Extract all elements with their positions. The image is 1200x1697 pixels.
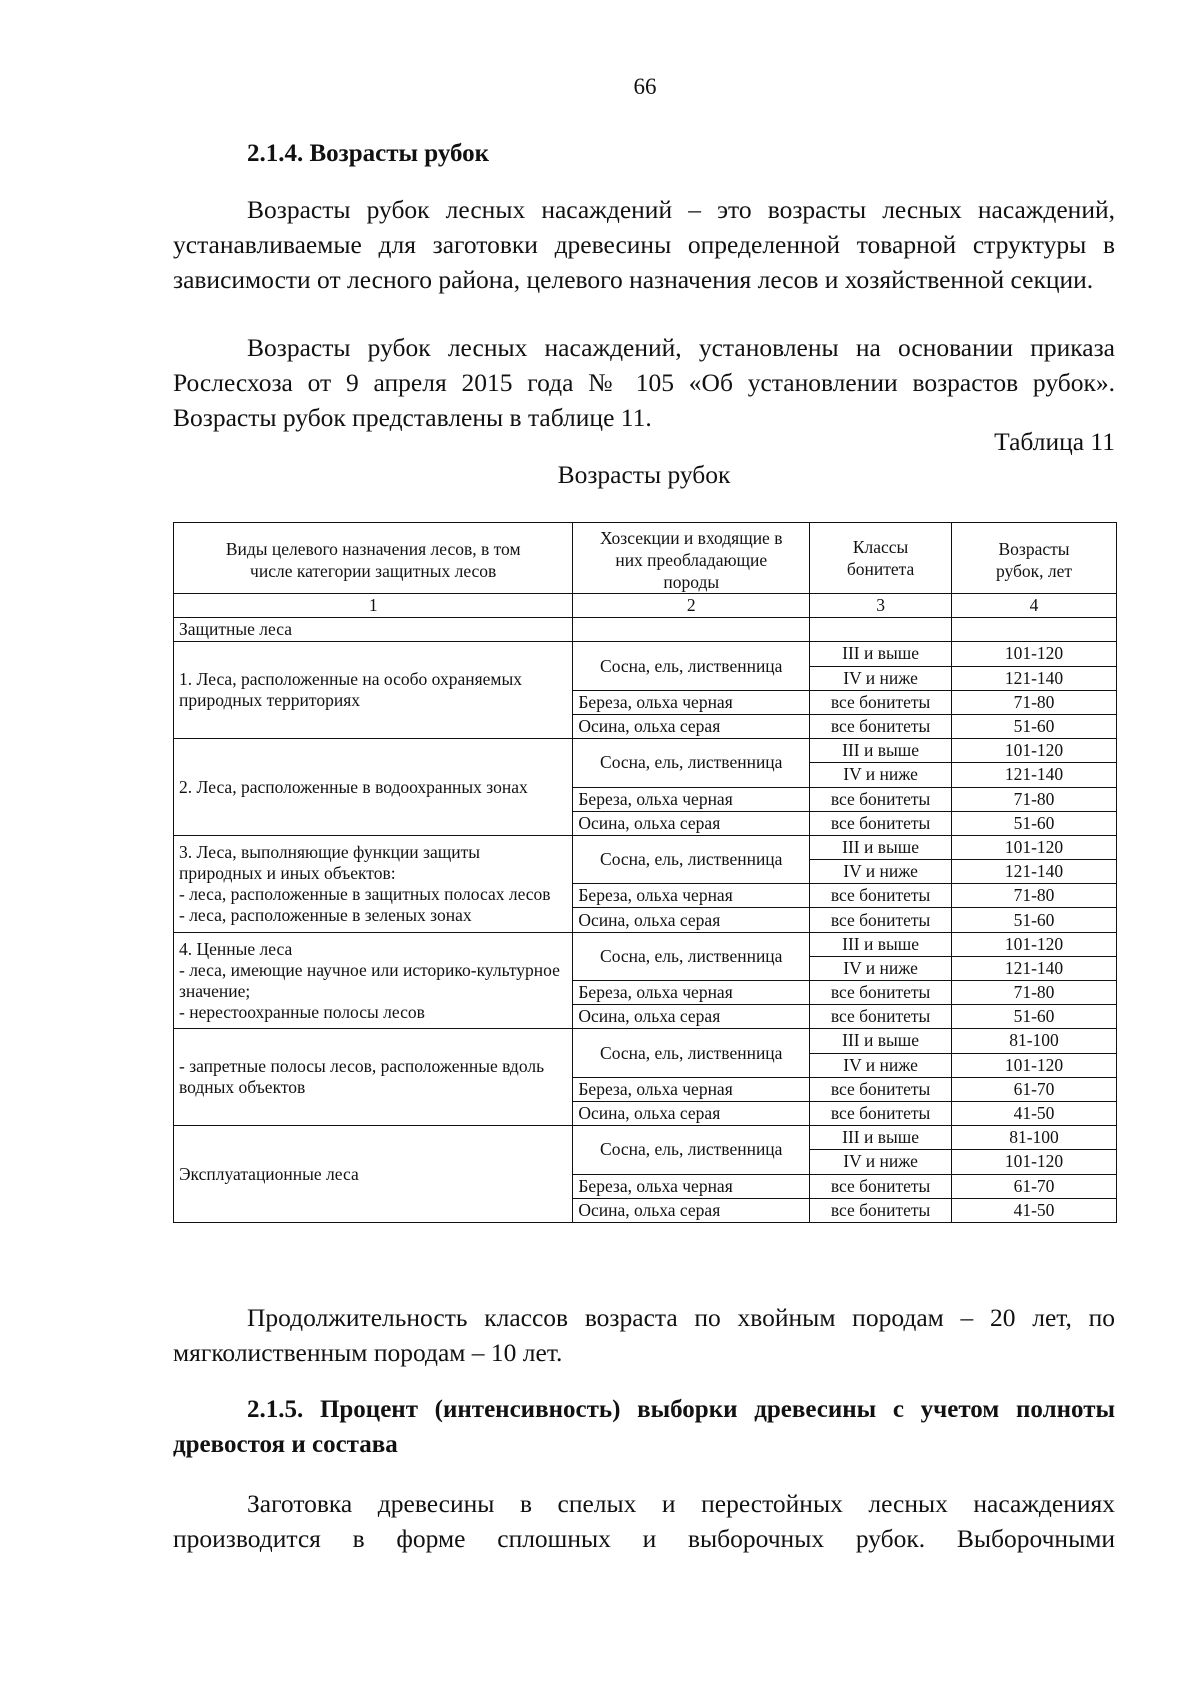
table-column-numbers	[174, 594, 1117, 618]
forest-category-cell	[174, 932, 573, 1029]
species-cell: Сосна, ель, лиственница	[573, 642, 810, 690]
cutting-age-cell: 101-120	[952, 739, 1117, 763]
table-label-block	[173, 427, 1115, 457]
bonitet-cell: IV и ниже	[810, 956, 952, 980]
cutting-age-cell: 121-140	[952, 666, 1117, 690]
species-cell: Осина, ольха серая	[573, 714, 810, 738]
forest-category-cell	[174, 642, 573, 739]
species-cell: Береза, ольха черная	[573, 690, 810, 714]
table-title-block	[173, 460, 1115, 490]
forest-category-cell	[174, 835, 573, 932]
table-row	[174, 739, 1117, 763]
bonitet-cell: все бонитеты	[810, 787, 952, 811]
section-heading-2: 2.1.5. Процент (интенсивность) выборки древесины с учетом полноты древостоя и состава	[173, 1396, 1115, 1458]
cutting-age-cell: 71-80	[952, 787, 1117, 811]
intro-paragraph-2-block	[173, 330, 1115, 435]
forest-category-line: 2. Леса, расположенные в водоохранных зонах	[179, 776, 528, 797]
cutting-age-cell: 51-60	[952, 908, 1117, 932]
table-row	[174, 642, 1117, 666]
bonitet-cell: IV и ниже	[810, 1150, 952, 1174]
header-species: Хозсекции и входящие в них преобладающие породы	[573, 523, 810, 594]
bonitet-cell: IV и ниже	[810, 763, 952, 787]
cutting-age-cell: 101-120	[952, 1053, 1117, 1077]
bonitet-cell: IV и ниже	[810, 1053, 952, 1077]
intro-paragraph-1-block	[173, 192, 1115, 297]
cutting-age-cell: 71-80	[952, 690, 1117, 714]
cutting-age-cell: 61-70	[952, 1077, 1117, 1101]
cutting-age-cell: 61-70	[952, 1174, 1117, 1198]
table-body	[174, 618, 1117, 1223]
bonitet-cell: все бонитеты	[810, 811, 952, 835]
forest-category-line: - леса, расположенные в защитных полосах лесов	[179, 883, 551, 904]
forest-category-line: - леса, расположенные в зеленых зонах	[179, 904, 472, 925]
species-cell: Сосна, ель, лиственница	[573, 739, 810, 787]
cutting-age-cell: 51-60	[952, 811, 1117, 835]
cutting-age-cell: 101-120	[952, 835, 1117, 859]
forest-category-cell	[174, 1126, 573, 1223]
bonitet-cell: III и выше	[810, 1029, 952, 1053]
cutting-age-cell: 121-140	[952, 956, 1117, 980]
bonitet-cell: III и выше	[810, 932, 952, 956]
header-age: Возрасты рубок, лет	[952, 523, 1117, 594]
species-cell: Осина, ольха серая	[573, 811, 810, 835]
cutting-age-cell: 81-100	[952, 1126, 1117, 1150]
table-header-row	[174, 523, 1117, 594]
bonitet-cell: все бонитеты	[810, 1198, 952, 1222]
species-cell: Береза, ольха черная	[573, 1174, 810, 1198]
species-cell: Береза, ольха черная	[573, 884, 810, 908]
cutting-age-cell: 51-60	[952, 714, 1117, 738]
bonitet-cell: все бонитеты	[810, 714, 952, 738]
species-cell: Сосна, ель, лиственница	[573, 932, 810, 980]
bonitet-cell: III и выше	[810, 642, 952, 666]
age-class-duration-paragraph: Продолжительность классов возраста по хвойным породам – 20 лет, по мягколиственным породам – 10 лет.	[173, 1303, 1115, 1367]
forest-category-cell	[174, 739, 573, 836]
bonitet-cell: все бонитеты	[810, 1101, 952, 1125]
species-cell: Береза, ольха черная	[573, 981, 810, 1005]
table-row	[174, 1126, 1117, 1150]
species-cell: Осина, ольха серая	[573, 1198, 810, 1222]
table-title: Возрасты рубок	[557, 460, 731, 489]
bonitet-cell: все бонитеты	[810, 690, 952, 714]
bonitet-cell: III и выше	[810, 835, 952, 859]
forest-category-line: Эксплуатационные леса	[179, 1163, 359, 1184]
cutting-age-cell: 71-80	[952, 981, 1117, 1005]
cutting-age-cell: 81-100	[952, 1029, 1117, 1053]
cutting-age-cell: 121-140	[952, 763, 1117, 787]
column-number: 2	[573, 594, 810, 618]
page-number: 66	[633, 74, 657, 99]
section-heading: 2.1.4. Возрасты рубок	[247, 140, 490, 167]
cutting-age-cell: 101-120	[952, 1150, 1117, 1174]
forest-category-line: 4. Ценные леса	[179, 938, 293, 959]
species-cell: Сосна, ель, лиственница	[573, 835, 810, 883]
species-cell: Береза, ольха черная	[573, 1077, 810, 1101]
after-table-block	[173, 1300, 1115, 1370]
section-2-1-4	[173, 140, 1115, 168]
bonitet-cell: III и выше	[810, 1126, 952, 1150]
column-number: 3	[810, 594, 952, 618]
bonitet-cell: все бонитеты	[810, 884, 952, 908]
forest-category-line: - нерестоохранные полосы лесов	[179, 1001, 425, 1022]
bonitet-cell: все бонитеты	[810, 908, 952, 932]
section-row	[174, 618, 1117, 642]
species-cell: Сосна, ель, лиственница	[573, 1029, 810, 1077]
bonitet-cell: IV и ниже	[810, 666, 952, 690]
cutting-ages-table	[173, 522, 1117, 1223]
cutting-age-cell: 121-140	[952, 860, 1117, 884]
bonitet-cell: IV и ниже	[810, 860, 952, 884]
table-row	[174, 1029, 1117, 1053]
intro-paragraph-1: Возрасты рубок лесных насаждений – это возрасты лесных насаждений, устанавливаемые для заготовки древесины определенной товарной структуры в зависимости от лесного района, целевого назначения лесов и хозяйственной секции.	[173, 195, 1115, 294]
table-label: Таблица 11	[994, 427, 1115, 456]
bonitet-cell: III и выше	[810, 739, 952, 763]
species-cell: Сосна, ель, лиственница	[573, 1126, 810, 1174]
forest-category-line: - леса, имеющие научное или историко-культурное значение;	[179, 959, 560, 1001]
section-2-paragraph-block	[173, 1486, 1115, 1556]
bonitet-cell: все бонитеты	[810, 981, 952, 1005]
bonitet-cell: все бонитеты	[810, 1077, 952, 1101]
bonitet-cell: все бонитеты	[810, 1005, 952, 1029]
species-cell: Береза, ольха черная	[573, 787, 810, 811]
table-row	[174, 932, 1117, 956]
species-cell: Осина, ольха серая	[573, 1005, 810, 1029]
forest-category-cell	[174, 1029, 573, 1126]
cutting-age-cell: 41-50	[952, 1101, 1117, 1125]
cutting-age-cell: 101-120	[952, 932, 1117, 956]
header-bonitet: Классы бонитета	[810, 523, 952, 594]
cutting-age-cell: 71-80	[952, 884, 1117, 908]
column-number: 4	[952, 594, 1117, 618]
species-cell: Осина, ольха серая	[573, 1101, 810, 1125]
species-cell: Осина, ольха серая	[573, 908, 810, 932]
cutting-age-cell: 101-120	[952, 642, 1117, 666]
table-row	[174, 835, 1117, 859]
cutting-age-cell: 41-50	[952, 1198, 1117, 1222]
forest-category-line: 1. Леса, расположенные на особо охраняемых природных территориях	[179, 669, 523, 711]
header-purpose: Виды целевого назначения лесов, в том числе категории защитных лесов	[174, 523, 573, 594]
section-row-label: Защитные леса	[174, 618, 573, 642]
intro-paragraph-2: Возрасты рубок лесных насаждений, установлены на основании приказа Рослесхоза от 9 апреля 2015 года № 105 «Об установлении возрастов рубок». Возрасты рубок представлены в таблице 11.	[173, 333, 1115, 432]
section-2-1-5	[173, 1392, 1115, 1462]
forest-category-line: - запретные полосы лесов, расположенные вдоль водных объектов	[179, 1056, 545, 1098]
column-number: 1	[174, 594, 573, 618]
cutting-age-cell: 51-60	[952, 1005, 1117, 1029]
section-2-paragraph: Заготовка древесины в спелых и перестойных лесных насаждениях производится в форме сплошных и выборочных рубок. Выборочными	[173, 1489, 1115, 1553]
bonitet-cell: все бонитеты	[810, 1174, 952, 1198]
forest-category-line: 3. Леса, выполняющие функции защиты природных и иных объектов:	[179, 841, 480, 883]
